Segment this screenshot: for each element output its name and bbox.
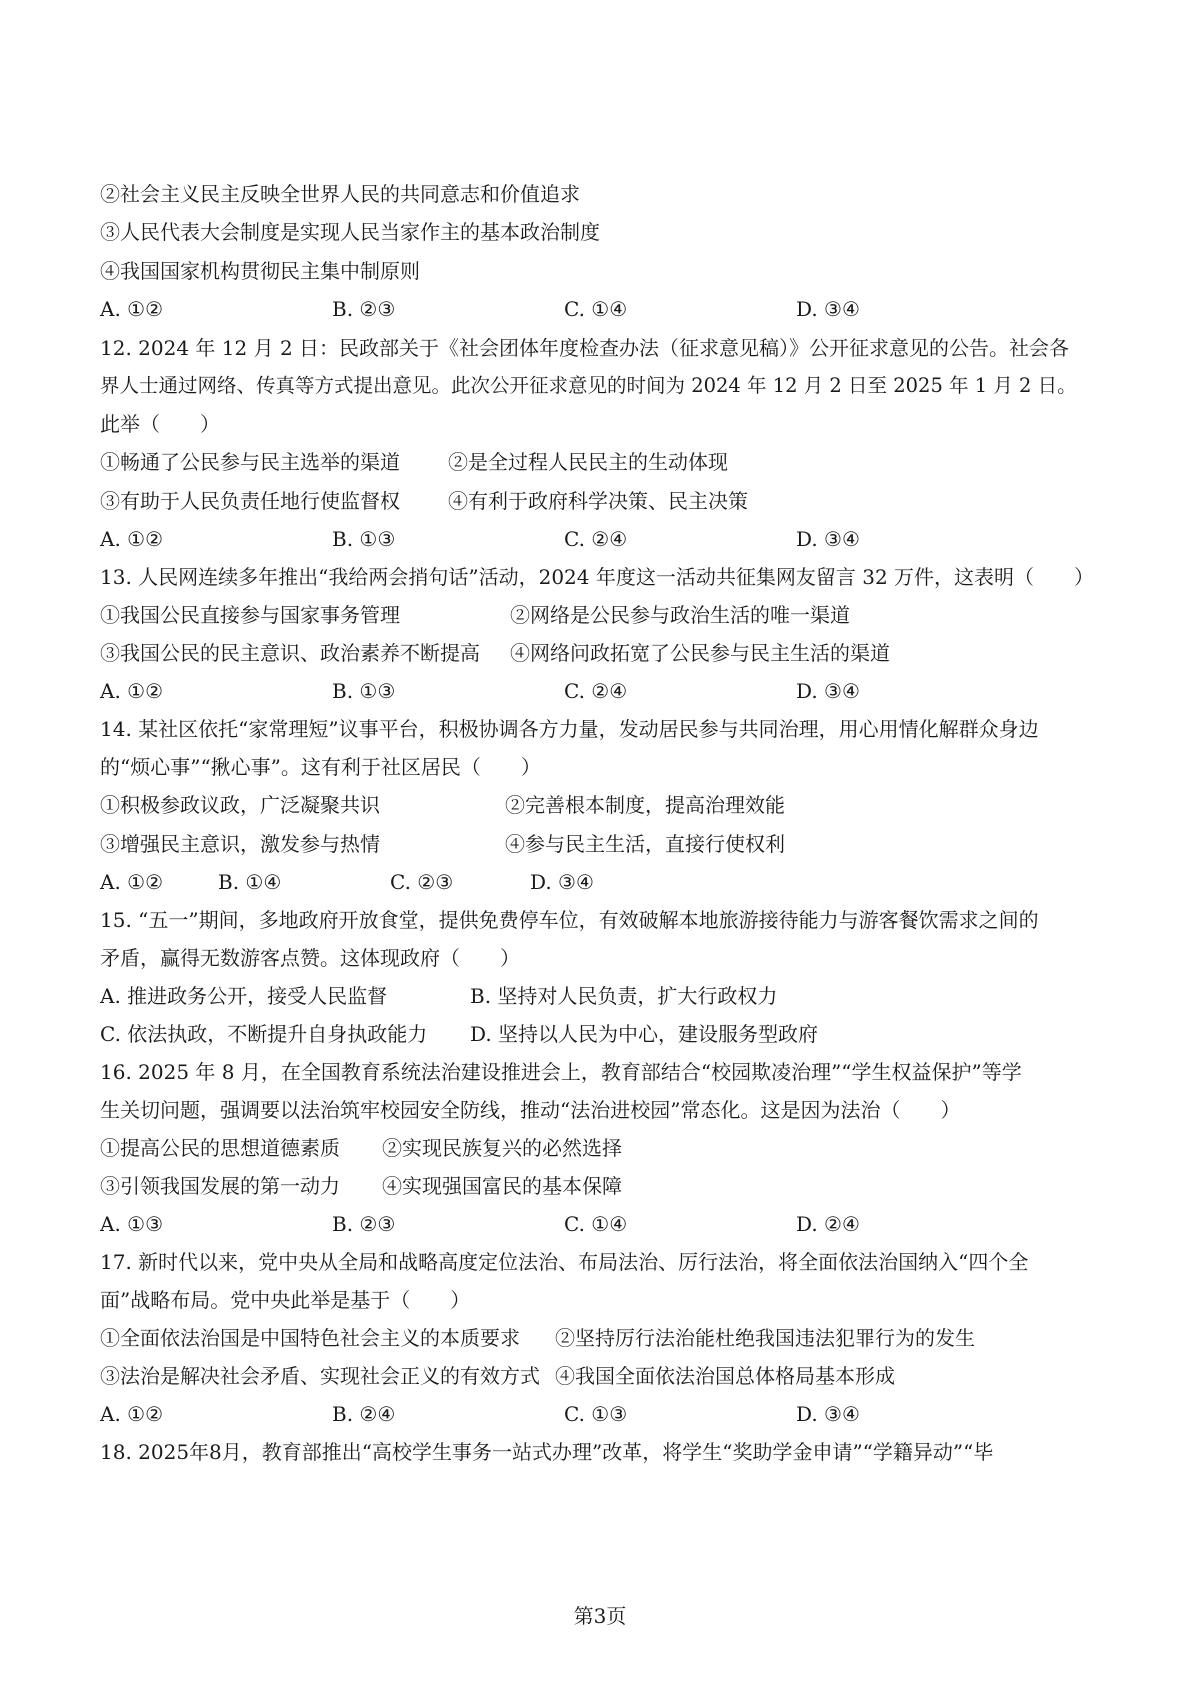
q14-statements-row-1 bbox=[100, 791, 1100, 819]
q12-statement-4: ④有利于政府科学决策、民主决策 bbox=[448, 489, 748, 513]
option-c: C. ②④ bbox=[564, 527, 628, 551]
option-a: A. ①③ bbox=[100, 1212, 164, 1236]
q16-stem-line-1: 16. 2025 年 8 月，在全国教育系统法治建设推进会上，教育部结合“校园欺凌治理”“学生权益保护”等学 bbox=[100, 1060, 1022, 1084]
q17-statements-row-2 bbox=[100, 1362, 1100, 1390]
q15-options-row-1 bbox=[100, 982, 1100, 1010]
q16-statement-1: ①提高公民的思想道德素质 bbox=[100, 1136, 340, 1160]
q18-stem-line-1: 18. 2025年8月，教育部推出“高校学生事务一站式办理”改革，将学生“奖助学金申请”“学籍异动”“毕 bbox=[100, 1440, 994, 1464]
option-b: B. ①③ bbox=[332, 527, 396, 551]
q12-options bbox=[100, 525, 1100, 553]
option-b: B. 坚持对人民负责，扩大行政权力 bbox=[470, 984, 778, 1008]
option-d: D. ③④ bbox=[796, 527, 860, 551]
option-b: B. ①④ bbox=[218, 870, 282, 894]
q14-options bbox=[100, 868, 1100, 896]
option-a: A. ①② bbox=[100, 297, 164, 321]
page-number: 第3页 bbox=[573, 1604, 627, 1628]
option-c: C. ①③ bbox=[564, 1402, 628, 1426]
q13-statement-2: ②网络是公民参与政治生活的唯一渠道 bbox=[510, 603, 850, 627]
q14-statement-4: ④参与民主生活，直接行使权利 bbox=[505, 832, 785, 856]
option-d: D. 坚持以人民为中心，建设服务型政府 bbox=[470, 1022, 819, 1046]
q11-statement-4: ④我国国家机构贯彻民主集中制原则 bbox=[100, 259, 420, 283]
q16-stem-line-2: 生关切问题，强调要以法治筑牢校园安全防线，推动“法治进校园”常态化。这是因为法治（ ） bbox=[100, 1098, 961, 1122]
option-a: A. ①② bbox=[100, 1402, 164, 1426]
q12-statement-2: ②是全过程人民民主的生动体现 bbox=[448, 450, 728, 474]
option-b: B. ②③ bbox=[332, 1212, 396, 1236]
option-b: B. ②③ bbox=[332, 297, 396, 321]
q14-stem-line-1: 14. 某社区依托“家常理短”议事平台，积极协调各方力量，发动居民参与共同治理，用心用情化解群众身边 bbox=[100, 717, 1039, 741]
q11-statement-2: ②社会主义民主反映全世界人民的共同意志和价值追求 bbox=[100, 182, 580, 206]
q17-stem-line-2: 面”战略布局。党中央此举是基于（ ） bbox=[100, 1288, 471, 1312]
q13-options bbox=[100, 677, 1100, 705]
q14-statement-3: ③增强民主意识，激发参与热情 bbox=[100, 832, 380, 856]
option-c: C. ②④ bbox=[564, 679, 628, 703]
q15-stem-line-2: 矛盾，赢得无数游客点赞。这体现政府（ ） bbox=[100, 946, 520, 970]
q14-stem-line-2: 的“烦心事”“揪心事”。这有利于社区居民（ ） bbox=[100, 755, 541, 779]
option-a: A. ①② bbox=[100, 870, 164, 894]
option-d: D. ②④ bbox=[796, 1212, 860, 1236]
option-b: B. ②④ bbox=[332, 1402, 396, 1426]
q14-statement-1: ①积极参政议政，广泛凝聚共识 bbox=[100, 793, 380, 817]
option-a: A. ①② bbox=[100, 679, 164, 703]
q17-statements-row-1 bbox=[100, 1324, 1100, 1352]
q12-statements-row-2 bbox=[100, 487, 1100, 515]
option-c: C. ①④ bbox=[564, 297, 628, 321]
q17-statement-2: ②坚持厉行法治能杜绝我国违法犯罪行为的发生 bbox=[555, 1326, 975, 1350]
q14-statement-2: ②完善根本制度，提高治理效能 bbox=[505, 793, 785, 817]
option-d: D. ③④ bbox=[796, 679, 860, 703]
q13-statements-row-1 bbox=[100, 601, 1100, 629]
option-d: D. ③④ bbox=[530, 870, 594, 894]
q13-statements-row-2 bbox=[100, 639, 1100, 667]
option-c: C. 依法执政，不断提升自身执政能力 bbox=[100, 1022, 428, 1046]
q12-stem-line-1: 12. 2024 年 12 月 2 日：民政部关于《社会团体年度检查办法（征求意见稿）》公开征求意见的公告。社会各 bbox=[100, 336, 1070, 360]
q11-options bbox=[100, 295, 1100, 323]
q16-statements-row-2 bbox=[100, 1172, 1100, 1200]
option-c: C. ①④ bbox=[564, 1212, 628, 1236]
q16-statement-2: ②实现民族复兴的必然选择 bbox=[382, 1136, 622, 1160]
q17-statement-4: ④我国全面依法治国总体格局基本形成 bbox=[555, 1364, 895, 1388]
q13-statement-1: ①我国公民直接参与国家事务管理 bbox=[100, 603, 400, 627]
q12-statement-1: ①畅通了公民参与民主选举的渠道 bbox=[100, 450, 400, 474]
q15-stem-line-1: 15. “五一”期间，多地政府开放食堂，提供免费停车位，有效破解本地旅游接待能力与游客餐饮需求之间的 bbox=[100, 908, 1039, 932]
option-d: D. ③④ bbox=[796, 297, 860, 321]
option-a: A. 推进政务公开，接受人民监督 bbox=[100, 984, 388, 1008]
q15-options-row-2 bbox=[100, 1020, 1100, 1048]
q16-statement-4: ④实现强国富民的基本保障 bbox=[382, 1174, 622, 1198]
q17-options bbox=[100, 1400, 1100, 1428]
q12-stem-line-3: 此举（ ） bbox=[100, 412, 220, 436]
q17-statement-3: ③法治是解决社会矛盾、实现社会正义的有效方式 bbox=[100, 1364, 540, 1388]
q17-statement-1: ①全面依法治国是中国特色社会主义的本质要求 bbox=[100, 1326, 520, 1350]
q12-stem-line-2: 界人士通过网络、传真等方式提出意见。此次公开征求意见的时间为 2024 年 12 月 2 日至 2025 年 1 月 2 日。 bbox=[100, 374, 1077, 397]
option-b: B. ①③ bbox=[332, 679, 396, 703]
q16-statement-3: ③引领我国发展的第一动力 bbox=[100, 1174, 340, 1198]
q13-statement-4: ④网络问政拓宽了公民参与民主生活的渠道 bbox=[510, 641, 890, 665]
q17-stem-line-1: 17. 新时代以来，党中央从全局和战略高度定位法治、布局法治、厉行法治，将全面依法治国纳入“四个全 bbox=[100, 1250, 1029, 1274]
q16-options bbox=[100, 1210, 1100, 1238]
q14-statements-row-2 bbox=[100, 830, 1100, 858]
q13-statement-3: ③我国公民的民主意识、政治素养不断提高 bbox=[100, 641, 480, 665]
option-a: A. ①② bbox=[100, 527, 164, 551]
q16-statements-row-1 bbox=[100, 1134, 1100, 1162]
q12-statement-3: ③有助于人民负责任地行使监督权 bbox=[100, 489, 400, 513]
q11-statement-3: ③人民代表大会制度是实现人民当家作主的基本政治制度 bbox=[100, 220, 600, 244]
option-c: C. ②③ bbox=[390, 870, 454, 894]
option-d: D. ③④ bbox=[796, 1402, 860, 1426]
q12-statements-row-1 bbox=[100, 448, 1100, 476]
q13-stem-line-1: 13. 人民网连续多年推出“我给两会捎句话”活动，2024 年度这一活动共征集网友留言 32 万件，这表明（ ） bbox=[100, 565, 1095, 589]
